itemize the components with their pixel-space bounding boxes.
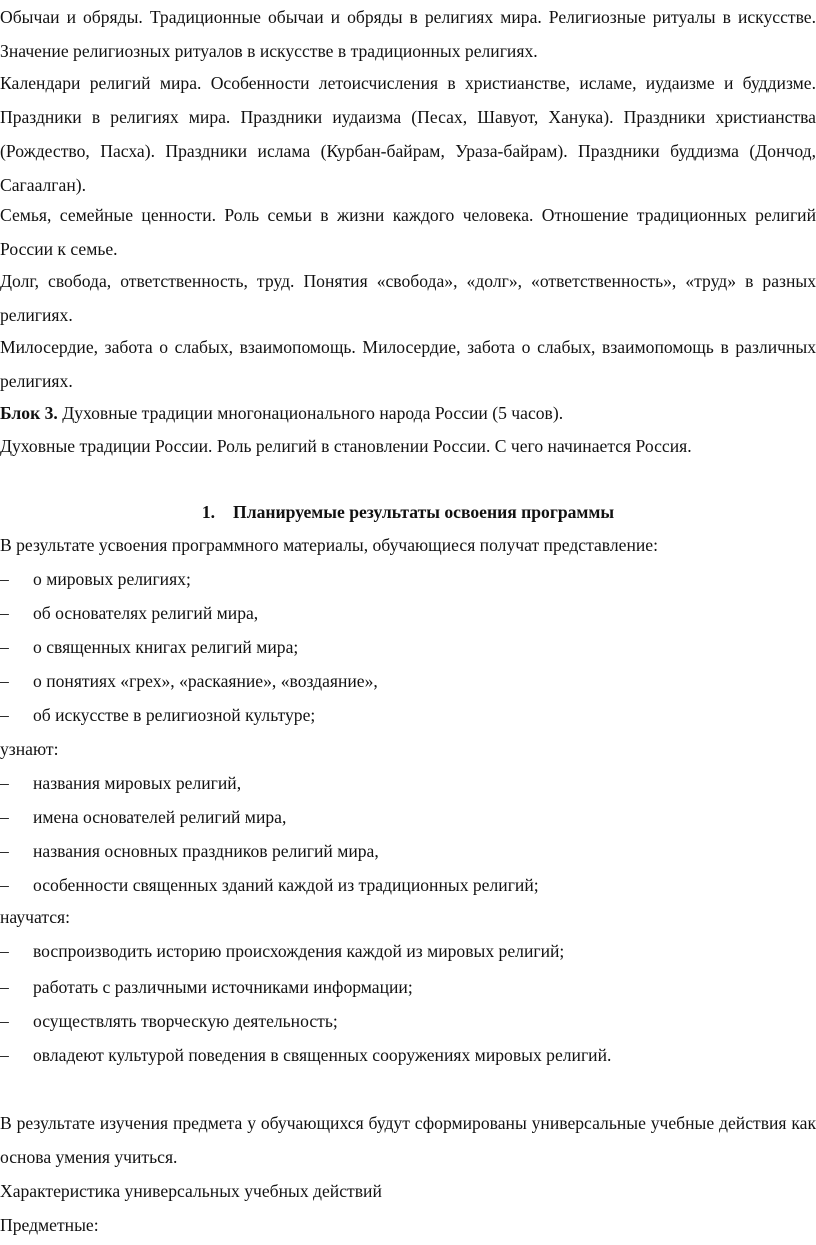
section-title: Планируемые результаты освоения программы <box>233 502 615 522</box>
learn-label: научатся: <box>0 907 71 927</box>
intro-text: В результате усвоения программного материалы, обучающиеся получат представление: <box>0 535 658 555</box>
know-label: узнают: <box>0 739 59 759</box>
block3-line <box>0 396 563 430</box>
section-number: 1. <box>201 502 216 522</box>
subject-label: Предметные: <box>0 1215 99 1235</box>
paragraph-family: Семья, семейные ценности. Роль семьи в жизни каждого человека. Отношение традиционных религий России к семье. <box>0 205 816 259</box>
paragraph-rituals: Обычаи и обряды. Традиционные обычаи и обряды в религиях мира. Религиозные ритуалы в искусстве. Значение религиозных ритуалов в искусстве в традиционных религиях. <box>0 7 816 61</box>
section-heading <box>0 495 816 529</box>
block3-description: Духовные традиции России. Роль религий в становлении России. С чего начинается Россия. <box>0 436 692 456</box>
dash-marker: – <box>0 977 9 997</box>
dash-marker: – <box>0 841 9 861</box>
dash-marker: – <box>0 603 9 623</box>
dash-marker: – <box>0 705 9 725</box>
dash-marker: – <box>0 773 9 793</box>
dash-marker: – <box>0 807 9 827</box>
dash-marker: – <box>0 1045 9 1065</box>
dash-marker: – <box>0 569 9 589</box>
dash-marker: – <box>0 671 9 691</box>
document-page: Обычаи и обряды. Традиционные обычаи и обряды в религиях мира. Религиозные ритуалы в искусстве. Значение религиозных ритуалов в искусстве в традиционных религиях. Календари религий мира. Особенности летоисчисления в христианстве, исламе, иудаизме и буддизме. Праздники в религиях мира. Праздники иудаизма (Песах, Шавуот, Ханука). Праздники христианства (Рождество, Пасха). Праздники ислама (Курбан-байрам, Ураза-байрам). Праздники буддизма (Дончод, Сагаалган). Семья, семейные ценности. Роль семьи в жизни каждого человека. Отношение традиционных религий России к семье. Долг, свобода, ответственность, труд. Понятия «свобода», «долг», «ответственность», «труд» в разных религиях. Милосердие, забота о слабых, взаимопомощь. Милосердие, забота о слабых, взаимопомощь в различных религиях. Блок 3. Духовные традиции многонационального народа России (5 часов). Духовные традиции России. Роль религий в становлении России. С чего начинается Россия. 1. Планируемые результаты освоения программы В результате усвоения программного материалы, обучающиеся получат представление: – о мировых религиях; – об основателях религий мира, – о священных книгах религий мира; – о понятиях «грех», «раскаяние», «воздаяние», – об искусстве в религиозной культуре; узнают: – названия мировых религий, – имена основателей религий мира, – названия основных праздников религий мира, – особенности священных зданий каждой из традиционных религий; научатся: – воспроизводить историю происхождения каждой из мировых религий; – работать с различными источниками информации; – осуществлять творческую деятельность; – овладеют культурой поведения в священных сооружениях мировых религий. В результате изучения предмета у обучающихся будут сформированы универсальные учебные действия как основа умения учиться. Характеристика универсальных учебных действий Предметные: <box>0 0 816 1245</box>
paragraph-mercy: Милосердие, забота о слабых, взаимопомощь. Милосердие, забота о слабых, взаимопомощь в различных религиях. <box>0 337 816 391</box>
block3-label: Блок 3. <box>0 403 58 423</box>
dash-marker: – <box>0 1011 9 1031</box>
block3-text: Духовные традиции многонационального народа России (5 часов). <box>57 403 564 423</box>
dash-marker: – <box>0 875 9 895</box>
dash-marker: – <box>0 941 9 961</box>
paragraph-calendars: Календари религий мира. Особенности летоисчисления в христианстве, исламе, иудаизме и буддизме. Праздники в религиях мира. Праздники иудаизма (Песах, Шавуот, Ханука). Праздники христианства (Рождество, Пасха). Праздники ислама (Курбан-байрам, Ураза-байрам). Праздники буддизма (Дончод, Сагаалган). <box>0 73 816 195</box>
characteristic-heading: Характеристика универсальных учебных действий <box>0 1181 382 1201</box>
paragraph-duty: Долг, свобода, ответственность, труд. Понятия «свобода», «долг», «ответственность», «труд» в разных религиях. <box>0 271 816 325</box>
dash-marker: – <box>0 637 9 657</box>
paragraph-result: В результате изучения предмета у обучающихся будут сформированы универсальные учебные действия как основа умения учиться. <box>0 1113 816 1167</box>
